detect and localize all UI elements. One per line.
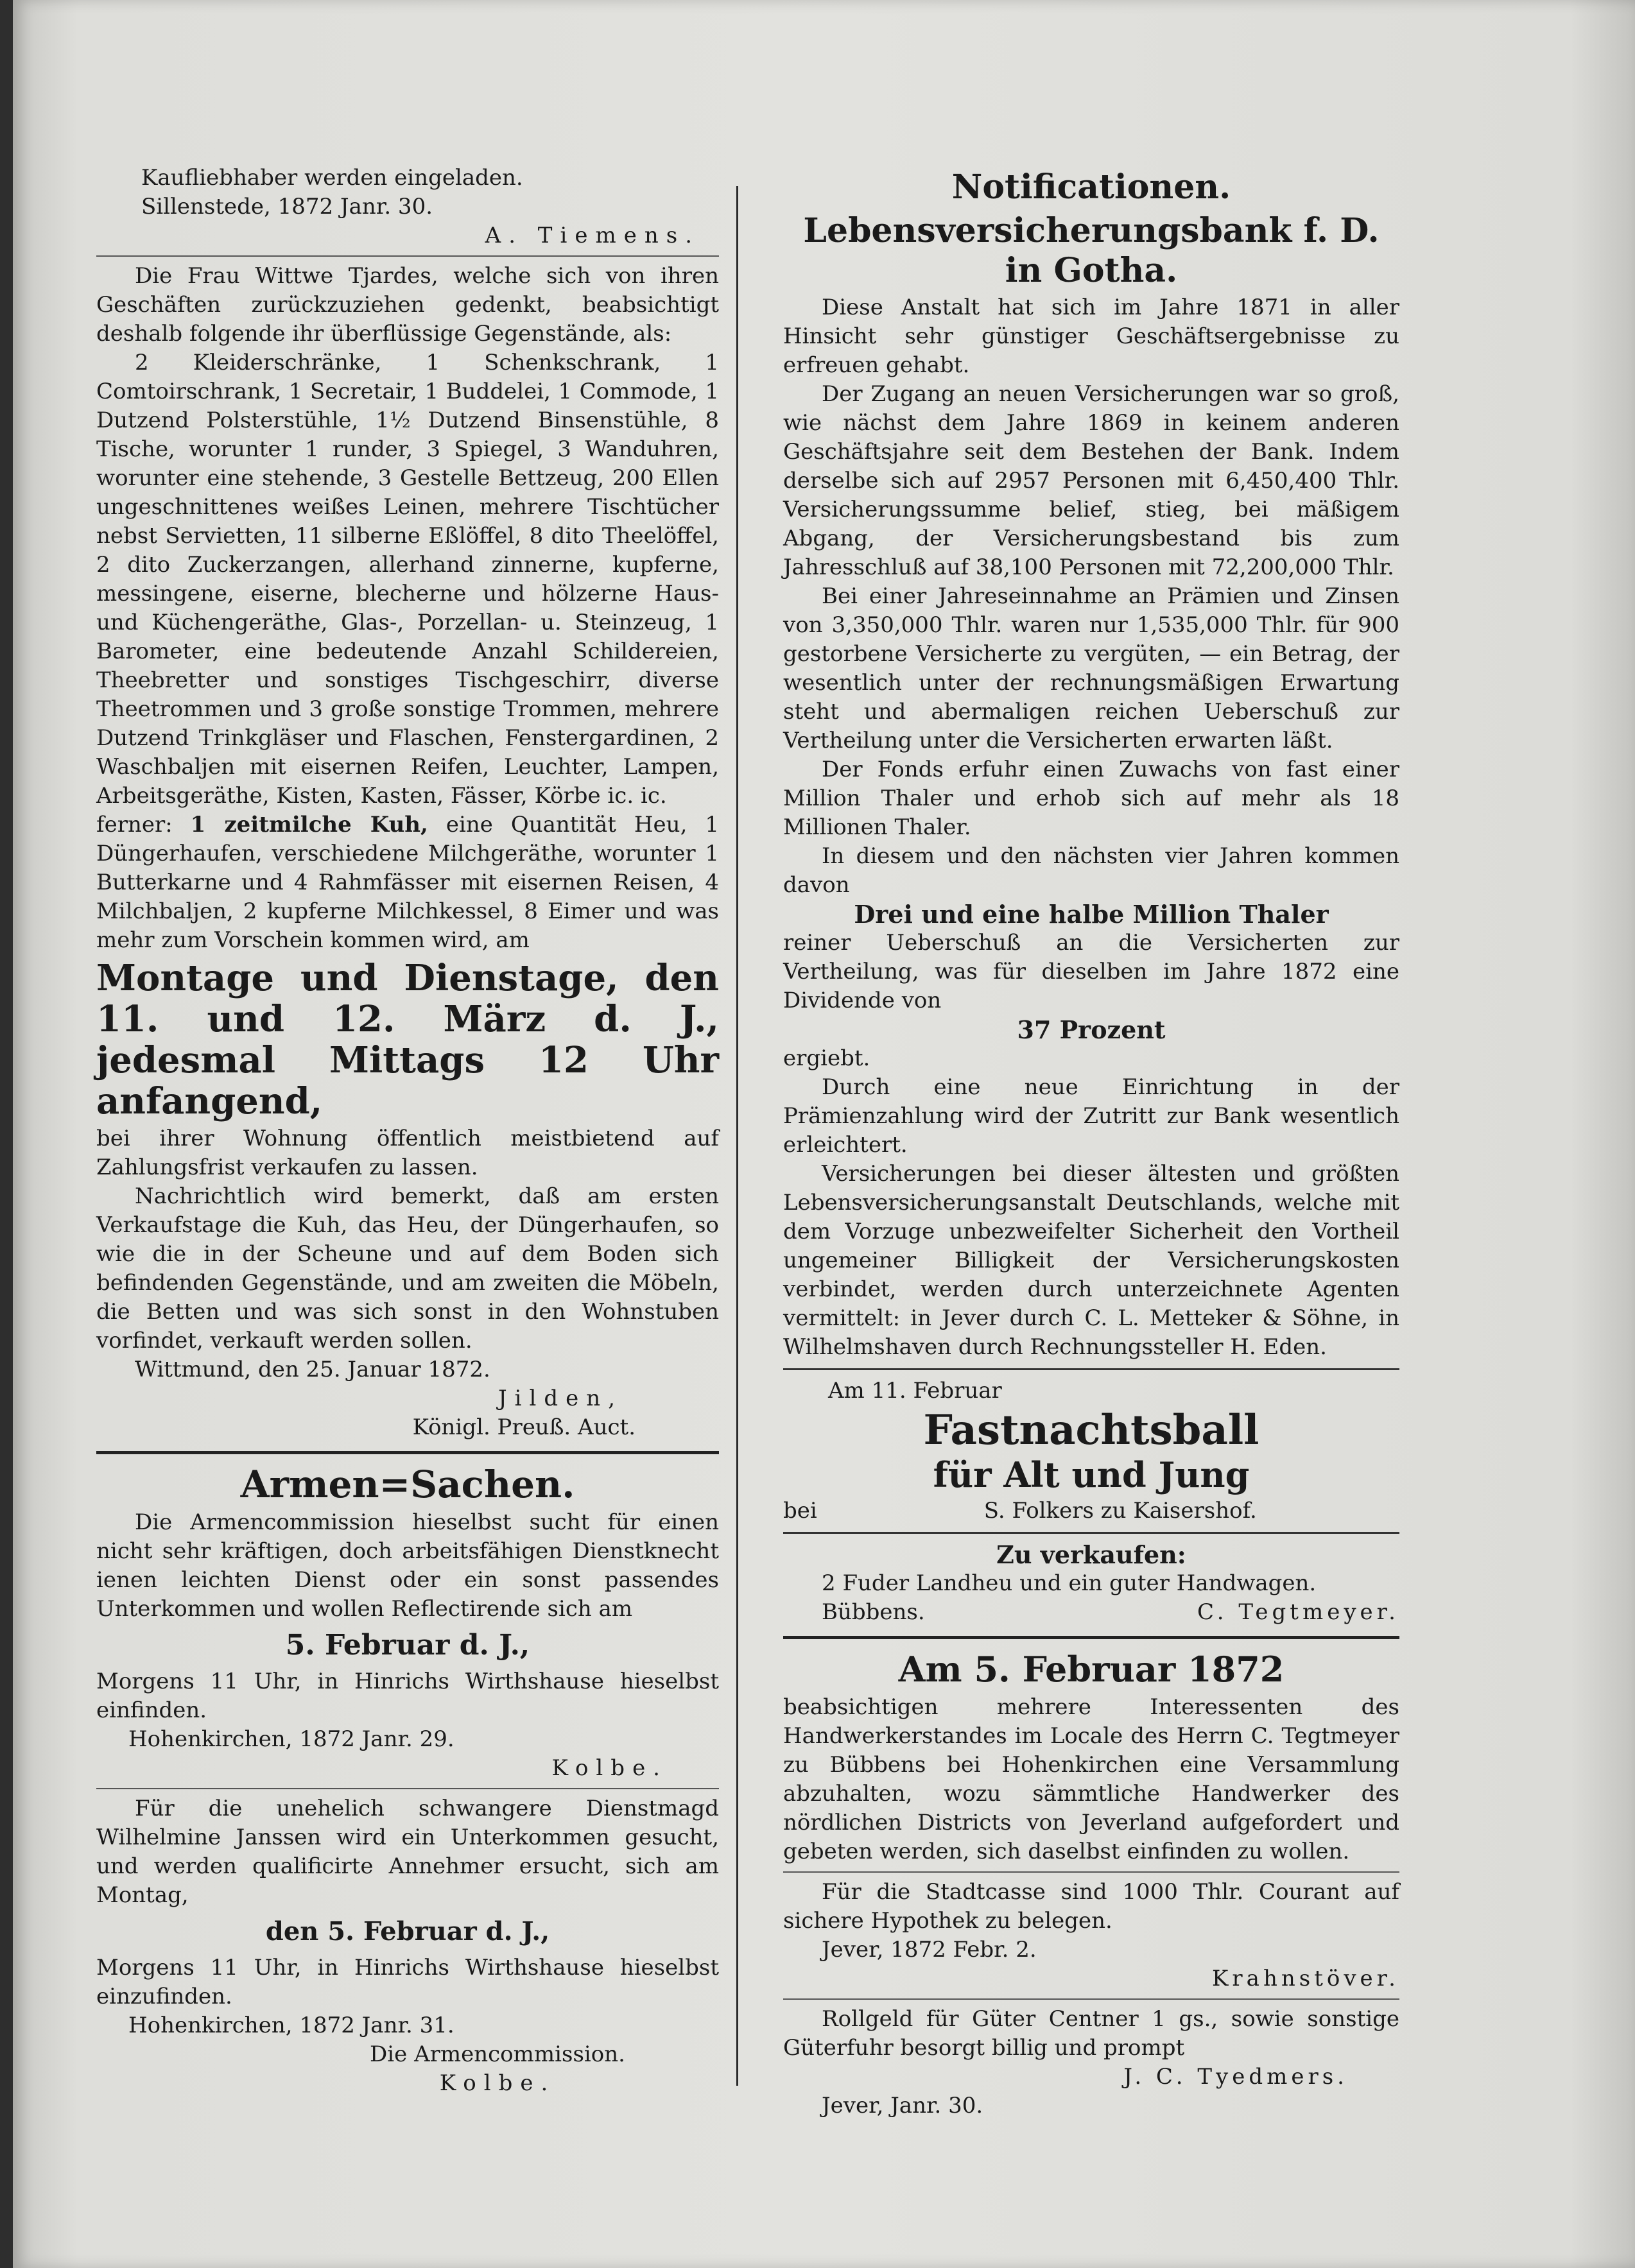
bank-paragraph-1: Diese Anstalt hat sich im Jahre 1871 in aller Hinsicht sehr günstiger Geschäftsergebnisse zu erfreuen gehabt. [783, 295, 1399, 378]
right-column [783, 164, 1399, 2120]
divider [96, 255, 719, 257]
divider [783, 1998, 1399, 2000]
ball-title: Fastnachtsball [923, 1406, 1259, 1454]
armen-text: Die Armencommission hieselbst sucht für einen nicht sehr kräftigen, doch arbeitsfähigen Dienstknecht ienen leichten Dienst oder ein sonst passendes Unterkommen und wollen Reflectirende sich am [96, 1509, 719, 1622]
magd-date: den 5. Februar d. J., [265, 1916, 550, 1946]
magd-signature-1: Die Armencommission. [370, 2041, 625, 2067]
armen-text-2: Morgens 11 Uhr, in Hinrichs Wirthshause hieselbst einfinden. [96, 1669, 719, 1723]
loan-signature: Krahnstöver. [1212, 1966, 1399, 1991]
ball-bei: bei [783, 1498, 817, 1524]
meeting-text: beabsichtigen mehrere Interessenten des Handwerkerstandes im Locale des Herrn C. Tegtmeyer zu Bübbens bei Hohenkirchen eine Versammlung abzuhalten, wozu sämmtliche Handwerker des nördlichen Districts von Jeverland aufgefordert und gebeten werden, sich daselbst einfinden zu wollen. [783, 1694, 1399, 1864]
auction-note: Nachrichtlich wird bemerkt, daß am ersten Verkaufstage die Kuh, das Heu, der Düngerhaufen, so wie die in der Scheune und auf dem Boden sich befindenden Gegenstände, und am zweiten die Möbeln, die Betten und was sich sonst in den Wohnstuben vorfindet, verkauft werden sollen. [96, 1183, 719, 1353]
bank-paragraph-4: Der Fonds erfuhr einen Zuwachs von fast einer Million Thaler und erhob sich auf mehr als 18 Millionen Thaler. [783, 757, 1399, 840]
magd-signature-2: Kolbe. [439, 2070, 556, 2096]
bank-paragraph-9: Versicherungen bei dieser ältesten und größten Lebensversicherungsanstalt Deutschlands, welche mit dem Vorzuge unbezweifelter Sicherheit den Vortheil ungemeiner Billigkeit der Versicherungskosten verbindet, werden durch unterzeichnete Agenten vermittelt: in Jever durch C. L. Metteker & Söhne, in Wilhelmshaven durch Rechnungssteller H. Eden. [783, 1161, 1399, 1360]
notifications-title: Notificationen. [951, 168, 1231, 207]
freight-place: Jever, Janr. 30. [822, 2093, 983, 2118]
divider [783, 1871, 1399, 1873]
bank-dividend: 37 Prozent [1017, 1015, 1166, 1044]
ball-subtitle: für Alt und Jung [933, 1454, 1250, 1495]
auction-items: 2 Kleiderschränke, 1 Schenkschrank, 1 Comtoirschrank, 1 Secretair, 1 Buddelei, 1 Commode, 1 Dutzend Polsterstühle, 1½ Dutzend Binsenstühle, 8 Tische, worunter 1 runder, 3 Spiegel, 3 Wanduhren, worunter eine stehende, 3 Gestelle Bettzeug, 200 Ellen ungeschnittenes weißes Leinen, mehrere Tischtücher nebst Servietten, 11 silberne Eßlöffel, 8 dito Theelöffel, 2 dito Zuckerzangen, allerhand zinnerne, kupferne, messingene, eiserne, blecherne und hölzerne Haus- und Küchengeräthe, Glas-, Porzellan- u. Steinzeug, 1 Barometer, eine bedeutende Anzahl Schildereien, Theebretter und sonstiges Tischgeschirr, diverse Theetrommen und 3 große sonstige Trommen, mehrere Dutzend Trinkgläser und Flaschen, Fenstergardinen, 2 Waschbaljen mit eisernen Reifen, Leuchter, Lampen, Arbeitsgeräthe, Kisten, Kasten, Fässer, Körbe ic. ic. [96, 350, 719, 809]
bank-paragraph-6: reiner Ueberschuß an die Versicherten zur Vertheilung, was für dieselben im Jahre 1872 eine Dividende von [783, 930, 1399, 1013]
sale-text: 2 Fuder Landheu und ein guter Handwagen. [822, 1570, 1317, 1596]
ferner-cow: 1 zeitmilche Kuh, [190, 812, 428, 838]
magd-place: Hohenkirchen, 1872 Janr. 31. [128, 2013, 454, 2038]
intro-signature: A. Tiemens. [485, 223, 700, 248]
ball-date: Am 11. Februar [828, 1378, 1002, 1404]
auction-after: bei ihrer Wohnung öffentlich meistbietend auf Zahlungsfrist verkaufen zu lassen. [96, 1126, 719, 1180]
auction-ferner [96, 811, 719, 955]
ball-host: S. Folkers zu Kaisershof. [983, 1498, 1257, 1524]
sale-place: Bübbens. [822, 1599, 925, 1625]
ferner-text: eine Quantität Heu, 1 Düngerhaufen, verschiedene Milchgeräthe, worunter 1 Butterkarne und 4 Rahmfässer mit eisernen Reisen, 4 Milchbaljen, 2 kupferne Milchkessel, 8 Eimer und was mehr zum Vorschein kommen wird, am [96, 812, 719, 953]
sale-signature: C. Tegtmeyer. [1197, 1599, 1399, 1625]
loan-text: Für die Stadtcasse sind 1000 Thlr. Courant auf sichere Hypothek zu belegen. [783, 1879, 1399, 1934]
divider [783, 1532, 1399, 1534]
ferner-label: ferner: [96, 812, 173, 838]
auction-intro: Die Frau Wittwe Tjardes, welche sich von ihren Geschäften zurückzuziehen gedenkt, beabsichtigt deshalb folgende ihr überflüssige Gegenstände, als: [96, 263, 719, 347]
bank-paragraph-2: Der Zugang an neuen Versicherungen war so groß, wie nächst dem Jahre 1869 in keinem anderen Geschäftsjahre seit dem Bestehen der Bank. Indem derselbe sich auf 2957 Personen mit 6,450,400 Thlr. Versicherungssumme belief, stieg, bei mäßigem Abgang, der Versicherungsbestand bis zum Jahresschluß auf 38,100 Personen mit 72,200,000 Thlr. [783, 381, 1399, 580]
ball-host-line [783, 1497, 1399, 1525]
auction-signature-title: Königl. Preuß. Auct. [412, 1414, 636, 1440]
auction-signature: Jilden, [498, 1386, 623, 1411]
newspaper-page [13, 0, 1635, 2268]
armen-date: 5. Februar d. J., [285, 1629, 530, 1662]
armen-place: Hohenkirchen, 1872 Janr. 29. [128, 1726, 454, 1752]
armen-title: Armen=Sachen. [240, 1463, 575, 1506]
bank-paragraph-8: Durch eine neue Einrichtung in der Prämienzahlung wird der Zutritt zur Bank wesentlich erleichtert. [783, 1074, 1399, 1158]
bank-paragraph-7: ergiebt. [783, 1045, 870, 1071]
bank-title: Lebensversicherungsbank f. D. in Gotha. [803, 211, 1380, 290]
left-column [96, 164, 719, 2098]
sale-title: Zu verkaufen: [996, 1540, 1186, 1569]
magd-text-2: Morgens 11 Uhr, in Hinrichs Wirthshause hieselbst einzufinden. [96, 1955, 719, 2009]
armen-signature: Kolbe. [551, 1755, 668, 1781]
sale-sign-line [783, 1598, 1399, 1627]
intro-line-1: Kaufliebhaber werden eingeladen. [141, 165, 523, 191]
column-rule [736, 186, 738, 2086]
section-divider [96, 1451, 719, 1454]
section-divider [783, 1636, 1399, 1639]
meeting-title: Am 5. Februar 1872 [898, 1649, 1285, 1690]
auction-place: Wittmund, den 25. Januar 1872. [135, 1357, 490, 1382]
bank-bold-amount: Drei und eine halbe Million Thaler [854, 900, 1329, 929]
freight-text: Rollgeld für Güter Centner 1 gs., sowie sonstige Güterfuhr besorgt billig und prompt [783, 2006, 1399, 2061]
divider [783, 1368, 1399, 1370]
bank-paragraph-5: In diesem und den nächsten vier Jahren kommen davon [783, 843, 1399, 898]
intro-line-2: Sillenstede, 1872 Janr. 30. [141, 194, 433, 219]
divider [96, 1788, 719, 1789]
bank-paragraph-3: Bei einer Jahreseinnahme an Prämien und Zinsen von 3,350,000 Thlr. waren nur 1,535,000 Thlr. für 900 gestorbene Versicherte zu vergüten, — ein Betrag, der wesentlich unter der rechnungsmäßigen Erwartung steht und abermaligen reichen Ueberschuß zur Vertheilung unter die Versicherten erwarten läßt. [783, 583, 1399, 753]
freight-signature: J. C. Tyedmers. [1123, 2064, 1348, 2090]
loan-place: Jever, 1872 Febr. 2. [822, 1937, 1037, 1963]
auction-date-headline: Montage und Dienstage, den 11. und 12. März d. J., jedesmal Mittags 12 Uhr anfangend, [96, 957, 719, 1122]
magd-text: Für die unehelich schwangere Dienstmagd Wilhelmine Janssen wird ein Unterkommen gesucht, und werden qualificirte Annehmer ersucht, sich am Montag, [96, 1796, 719, 1908]
